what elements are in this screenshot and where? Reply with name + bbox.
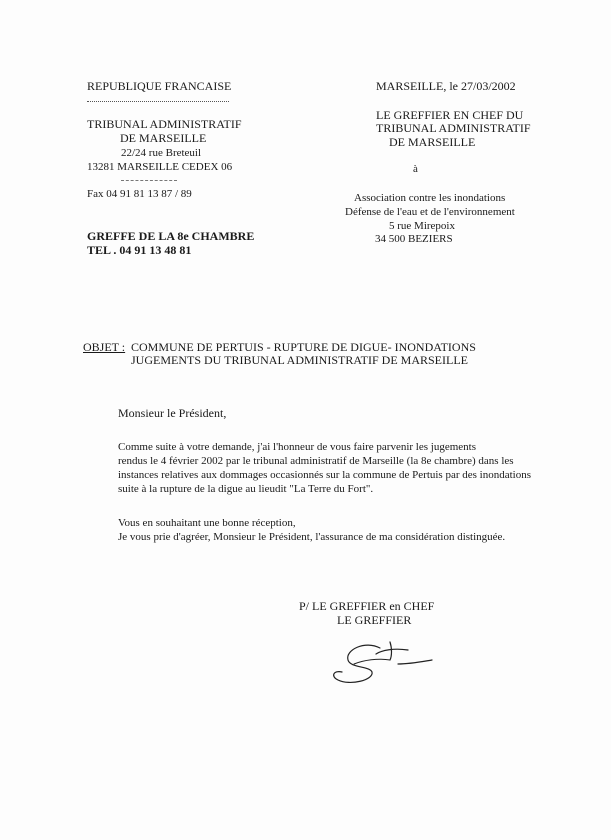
paragraph1-line3: instances relatives aux dommages occasionnés sur la commune de Pertuis par des inondations bbox=[118, 469, 532, 481]
paragraph1-line1: Comme suite à votre demande, j'ai l'honneur de vous faire parvenir les jugements bbox=[118, 441, 476, 453]
signature-title-line1: P/ LE GREFFIER en CHEF bbox=[299, 599, 435, 613]
republic-heading: REPUBLIQUE FRANCAISE bbox=[87, 79, 232, 93]
sender-street: 22/24 rue Breteuil bbox=[121, 147, 202, 159]
salutation: Monsieur le Président, bbox=[118, 406, 227, 420]
sender-tribunal-line2: DE MARSEILLE bbox=[120, 131, 207, 145]
greffe-heading: GREFFE DE LA 8e CHAMBRE bbox=[87, 229, 255, 243]
paragraph2-line1: Vous en souhaitant une bonne réception, bbox=[118, 517, 296, 529]
handwritten-signature bbox=[320, 630, 440, 690]
greffier-title-line3: DE MARSEILLE bbox=[389, 135, 476, 149]
recipient-line2: Défense de l'eau et de l'environnement bbox=[345, 206, 515, 218]
dashed-divider bbox=[121, 180, 177, 181]
greffier-title-line2: TRIBUNAL ADMINISTRATIF bbox=[376, 121, 531, 135]
addressed-to: à bbox=[413, 163, 418, 175]
sender-postal-city: 13281 MARSEILLE CEDEX 06 bbox=[87, 161, 233, 173]
subject-label: OBJET : bbox=[83, 340, 126, 354]
recipient-line4: 34 500 BEZIERS bbox=[375, 233, 453, 245]
sender-fax: Fax 04 91 81 13 87 / 89 bbox=[87, 188, 192, 200]
dotted-divider bbox=[87, 101, 229, 102]
recipient-line3: 5 rue Mirepoix bbox=[389, 220, 455, 232]
greffier-title-line1: LE GREFFIER EN CHEF DU bbox=[376, 108, 524, 122]
subject-line2: JUGEMENTS DU TRIBUNAL ADMINISTRATIF DE MARSEILLE bbox=[131, 353, 469, 367]
paragraph2-line2: Je vous prie d'agréer, Monsieur le Président, l'assurance de ma considération distinguée. bbox=[118, 531, 506, 543]
paragraph1-line2: rendus le 4 février 2002 par le tribunal administratif de Marseille (la 8e chambre) dans les bbox=[118, 455, 514, 467]
greffe-phone: TEL . 04 91 13 48 81 bbox=[87, 243, 192, 257]
place-date: MARSEILLE, le 27/03/2002 bbox=[376, 79, 516, 93]
signature-title-line2: LE GREFFIER bbox=[337, 613, 412, 627]
paragraph1-line4: suite à la rupture de la digue au lieudit "La Terre du Fort". bbox=[118, 483, 374, 495]
subject-line1: COMMUNE DE PERTUIS - RUPTURE DE DIGUE- INONDATIONS bbox=[131, 340, 476, 354]
recipient-line1: Association contre les inondations bbox=[354, 192, 506, 204]
sender-tribunal-line1: TRIBUNAL ADMINISTRATIF bbox=[87, 117, 242, 131]
